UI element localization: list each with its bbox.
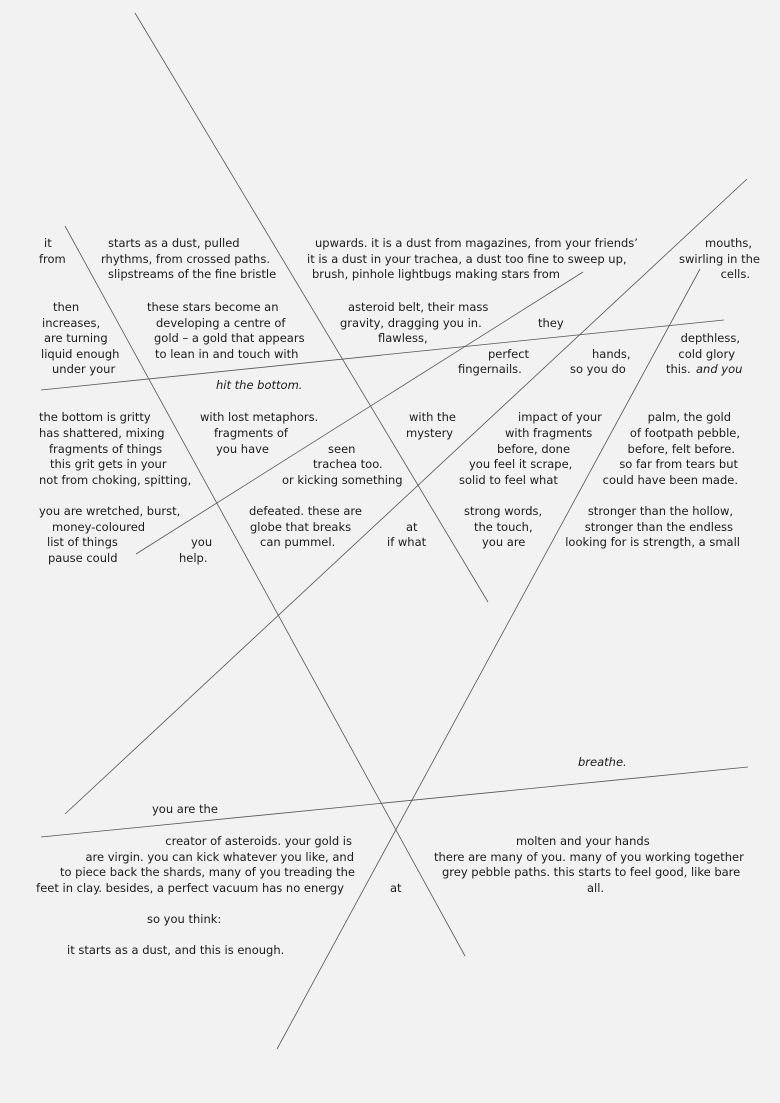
poem-fragment: mystery [406,426,454,440]
poem-fragment: developing a centre of [156,316,286,330]
poem-fragment: are turning [44,331,108,345]
poem-fragment: palm, the gold [647,410,731,424]
poem-fragment: looking for is strength, a small [565,535,740,549]
diagonal-line-4 [277,269,700,1049]
poem-fragment: you are the [152,802,218,816]
poem-fragment: at [406,520,418,534]
poem-fragment: before, done [497,442,571,456]
poem-fragment: you [191,535,213,549]
poem-fragment: these stars become an [147,300,279,314]
poem-fragment: grey pebble paths. this starts to feel good, like bare [442,865,741,879]
poem-fragment: list of things [47,535,118,549]
poem-fragment: gravity, dragging you in. [340,316,482,330]
poem-fragment: at [390,881,402,895]
poem-fragment: so far from tears but [619,457,738,471]
poem-fragment: with the [409,410,456,424]
poem-fragment: you are wretched, burst, [39,504,181,518]
poem-fragment: increases, [42,316,101,330]
poem-fragment: cells. [720,267,750,281]
poem-fragment: rhythms, from crossed paths. [101,252,270,266]
poem-fragment: under your [52,362,116,376]
poem-fragment: asteroid belt, their mass [348,300,489,314]
shallow-line-2 [41,767,748,837]
poem-fragment: breathe. [578,755,627,769]
poem-fragment: hands, [592,347,631,361]
poem-fragment: the touch, [474,520,533,534]
poem-fragment: upwards. it is a dust from magazines, from your friends’ [315,236,638,250]
poem-fragment: depthless, [680,331,740,345]
poem-fragment: if what [387,535,427,549]
poem-fragment: creator of asteroids. your gold is [165,834,352,848]
poem-fragment: before, felt before. [627,442,735,456]
poem-fragment: it [44,236,52,250]
poem-fragment: flawless, [378,331,428,345]
poem-fragment: defeated. these are [249,504,362,518]
poem-fragment: liquid enough [41,347,120,361]
poem-fragment: feet in clay. besides, a perfect vacuum has no energy [36,881,344,895]
poem-fragment: mouths, [705,236,752,250]
poem-fragment: slipstreams of the fine bristle [108,267,277,281]
poem-fragment: help. [179,551,208,565]
poem-fragment: it is a dust in your trachea, a dust too fine to sweep up, [307,252,627,266]
poem-fragment: so you think: [147,912,222,926]
poem-fragment: there are many of you. many of you working together [434,850,744,864]
poem-fragment: you feel it scrape, [469,457,573,471]
poem-fragment: impact of your [518,410,602,424]
poem-fragment: money-coloured [52,520,146,534]
poem-fragment: they [538,316,564,330]
poem-fragment: starts as a dust, pulled [108,236,240,250]
poem-fragment: swirling in the [679,252,760,266]
poem-fragment: with lost metaphors. [200,410,319,424]
poem-fragment: globe that breaks [250,520,352,534]
poem-fragment: could have been made. [602,473,738,487]
poem-fragment: hit the bottom. [216,378,303,392]
poem-fragment: can pummel. [260,535,336,549]
poem-fragment: you have [216,442,270,456]
poem-fragment: the bottom is gritty [39,410,151,424]
poem-fragment: then [53,300,80,314]
poem-fragment: brush, pinhole lightbugs making stars from [312,267,560,281]
poem-fragment: it starts as a dust, and this is enough. [67,943,285,957]
poem-fragment: gold – a gold that appears [154,331,305,345]
poem-fragment: seen [328,442,356,456]
poem-fragment: stronger than the endless [584,520,733,534]
poem-fragment: perfect [488,347,530,361]
poem-fragment: fragments of [214,426,288,440]
poem-fragment: molten and your hands [516,834,650,848]
poem-fragment: stronger than the hollow, [587,504,733,518]
poem-fragment: strong words, [464,504,543,518]
poem-fragment: are virgin. you can kick whatever you like, and [85,850,354,864]
poem-fragment: trachea too. [313,457,383,471]
poem-fragment: not from choking, spitting, [39,473,192,487]
poem-fragment: to lean in and touch with [155,347,299,361]
poem-fragment: solid to feel what [459,473,558,487]
poem-fragment: fingernails. [458,362,522,376]
poem-fragment: this. [666,362,691,376]
poem-fragment: has shattered, mixing [39,426,165,440]
poem-fragment: pause could [48,551,118,565]
poem-fragment: from [39,252,66,266]
poem-fragment: with fragments [505,426,593,440]
poem-fragment: to piece back the shards, many of you treading the [59,865,355,879]
poem-fragment: this grit gets in your [50,457,167,471]
poem-fragment: or kicking something [282,473,403,487]
poem-fragment: cold glory [678,347,735,361]
poem-fragment: all. [587,881,605,895]
poem-fragment: so you do [570,362,626,376]
poem-fragment: you are [482,535,526,549]
poem-fragment: fragments of things [49,442,163,456]
poem-fragment: and you [696,362,743,376]
poem-fragment: of footpath pebble, [629,426,740,440]
